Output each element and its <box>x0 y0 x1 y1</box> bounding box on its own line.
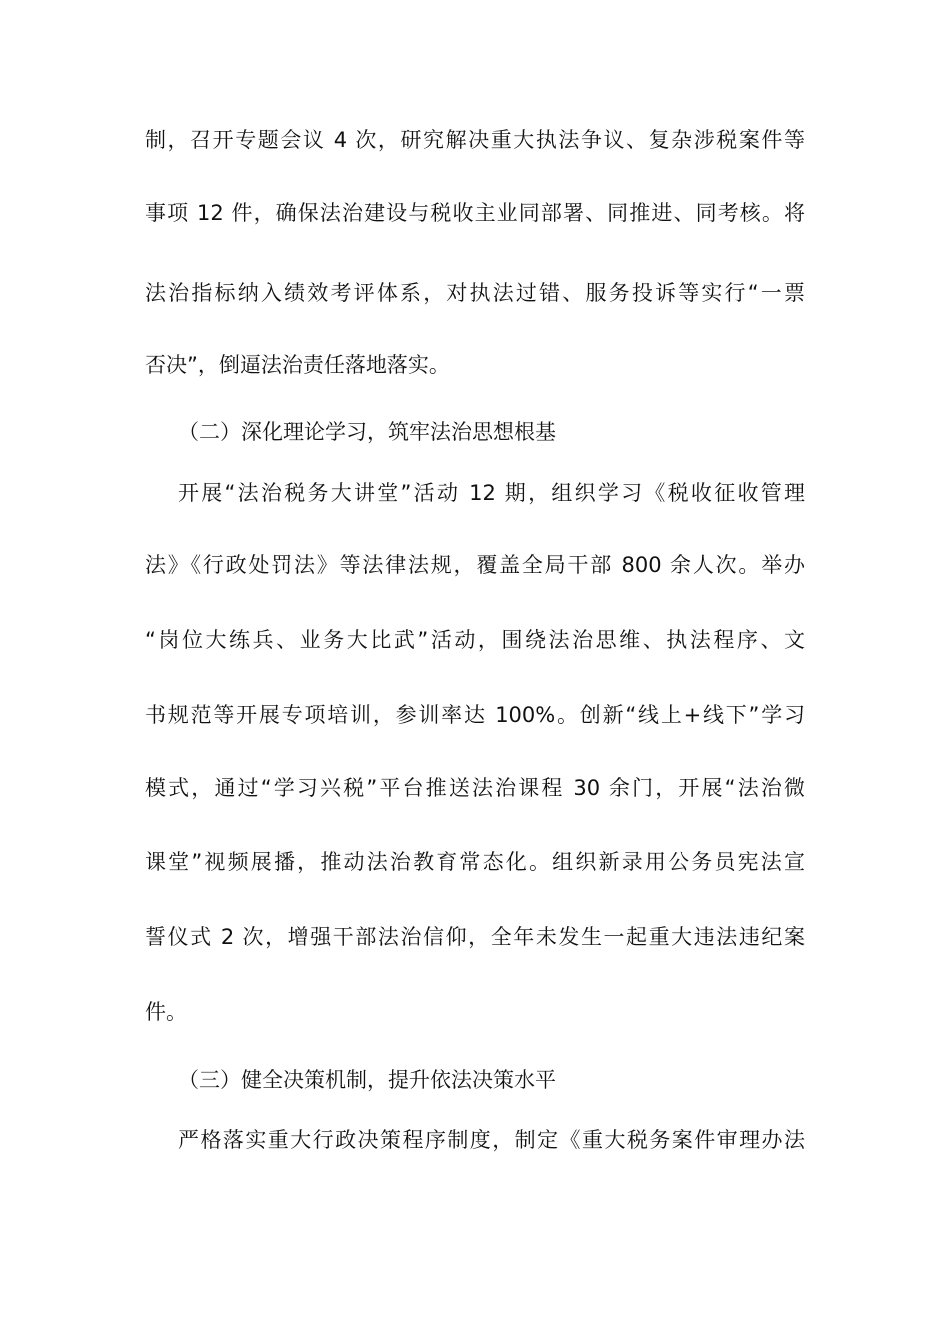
paragraph-line: 誓仪式 2 次，增强干部法治信仰，全年未发生一起重大违法违纪案 <box>145 925 805 949</box>
paragraph-line: 法》《行政处罚法》等法律法规，覆盖全局干部 800 余人次。举办 <box>145 553 805 577</box>
paragraph-line: 制，召开专题会议 4 次，研究解决重大执法争议、复杂涉税案件等 <box>145 128 805 152</box>
paragraph-line: 开展“法治税务大讲堂”活动 12 期，组织学习《税收征收管理 <box>178 481 805 505</box>
section-heading: （三）健全决策机制，提升依法决策水平 <box>178 1068 556 1092</box>
paragraph-line: 模式，通过“学习兴税”平台推送法治课程 30 余门，开展“法治微 <box>145 776 805 800</box>
paragraph-line: 严格落实重大行政决策程序制度，制定《重大税务案件审理办法 <box>178 1128 805 1152</box>
section-heading: （二）深化理论学习，筑牢法治思想根基 <box>178 420 556 444</box>
paragraph-line: “岗位大练兵、业务大比武”活动，围绕法治思维、执法程序、文 <box>145 628 805 652</box>
paragraph-line: 事项 12 件，确保法治建设与税收主业同部署、同推进、同考核。将 <box>145 201 805 225</box>
paragraph-line: 课堂”视频展播，推动法治教育常态化。组织新录用公务员宪法宣 <box>145 850 805 874</box>
paragraph-line: 书规范等开展专项培训，参训率达 100%。创新“线上+线下”学习 <box>145 703 805 727</box>
paragraph-line: 件。 <box>145 1000 187 1024</box>
paragraph-line: 法治指标纳入绩效考评体系，对执法过错、服务投诉等实行“一票 <box>145 281 805 305</box>
paragraph-line: 否决”，倒逼法治责任落地落实。 <box>145 353 450 377</box>
